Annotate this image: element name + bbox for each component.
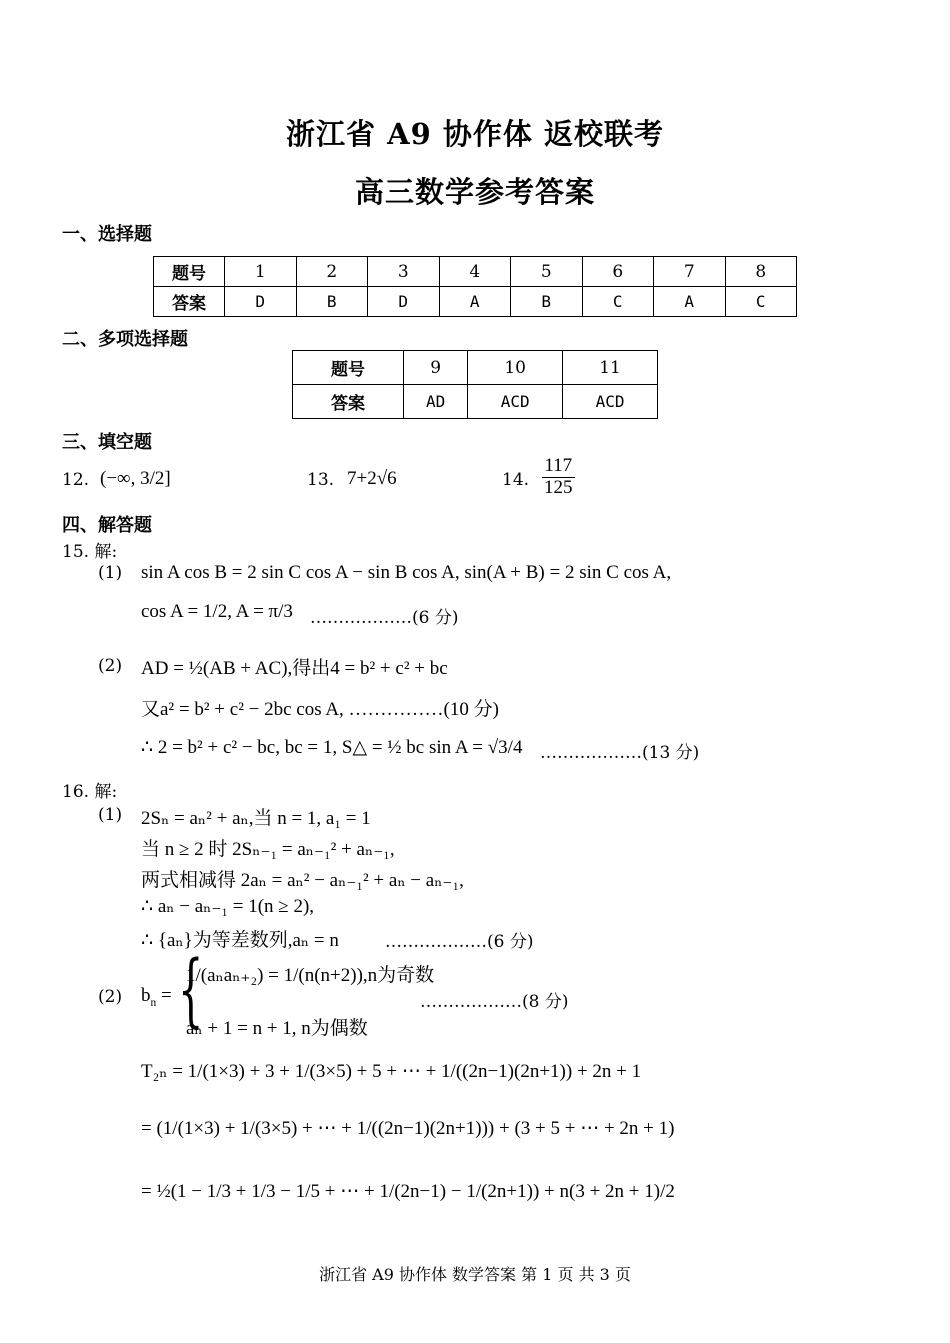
- table-cell: 11: [563, 351, 658, 385]
- table-cell: 3: [368, 257, 440, 287]
- q16-part1-line1: 2Sₙ = aₙ² + aₙ,当 n = 1, a₁ = 1: [141, 808, 371, 829]
- q14-denominator: 125: [544, 476, 573, 498]
- q15-part2-line3: ∴ 2 = b² + c² − bc, bc = 1, S△ = ½ bc sin A = √3/4: [141, 737, 523, 758]
- q14-numerator: 117: [544, 455, 573, 476]
- table-single-choice: [153, 256, 797, 317]
- table-cell: D: [225, 287, 297, 317]
- table-cell: AD: [404, 385, 468, 419]
- q16-part2-case1: 1/(aₙaₙ₊₂) = 1/(n(n+2)),n为奇数: [186, 965, 435, 986]
- q16-part1-line2: 当 n ≥ 2 时 2Sₙ₋₁ = aₙ₋₁² + aₙ₋₁,: [141, 839, 395, 860]
- title-line-2: 高三数学参考答案: [354, 175, 595, 209]
- q16-part1-score: ………………(6 分): [385, 932, 534, 952]
- table-cell: 4: [439, 257, 511, 287]
- q16-part2-case2: aₙ + 1 = n + 1, n为偶数: [186, 1018, 368, 1039]
- q14-answer: [540, 456, 577, 499]
- q16-part2-line1: T₂ₙ = 1/(1×3) + 3 + 1/(3×5) + 5 + ⋯ + 1/((2n−1)(2n+1)) + 2n + 1: [141, 1061, 642, 1082]
- q16-b-n: $b_n$ =: [141, 985, 172, 1009]
- table-row: [154, 257, 797, 287]
- q16-part2-score: ………………(8 分): [420, 992, 569, 1012]
- table-cell: B: [511, 287, 583, 317]
- section4-heading: 四、解答题: [62, 515, 152, 536]
- table-row: [293, 351, 658, 385]
- table-cell: A: [439, 287, 511, 317]
- q15-part1-score: ………………(6 分): [310, 608, 459, 628]
- q16-part2-line3: = ½(1 − 1/3 + 1/3 − 1/5 + ⋯ + 1/(2n−1) − 1/(2n+1)) + n(3 + 2n + 1)/2: [141, 1181, 675, 1202]
- section2-heading: 二、多项选择题: [62, 329, 188, 350]
- table-cell: 8: [725, 257, 797, 287]
- page-footer: 浙江省 A9 协作体 数学答案 第 1 页 共 3 页: [319, 1265, 631, 1284]
- table-cell: A: [654, 287, 726, 317]
- q15-part2-tag: (2): [98, 656, 123, 676]
- row-answer-label: 答案: [293, 385, 404, 419]
- table-cell: 10: [468, 351, 563, 385]
- table-cell: 5: [511, 257, 583, 287]
- q16-part2-line2: = (1/(1×3) + 1/(3×5) + ⋯ + 1/((2n−1)(2n+1))) + (3 + 5 + ⋯ + 2n + 1): [141, 1118, 675, 1139]
- table-row: [293, 385, 658, 419]
- brace-icon: {: [178, 943, 204, 1036]
- table-cell: ACD: [468, 385, 563, 419]
- q15-part2-score: ………………(13 分): [540, 743, 700, 763]
- table-multi-choice: [292, 350, 658, 419]
- q15-label: 15. 解:: [62, 542, 118, 562]
- table-cell: 1: [225, 257, 297, 287]
- table-cell: ACD: [563, 385, 658, 419]
- q15-part2-line1: AD = ½(AB + AC),得出4 = b² + c² + bc: [141, 658, 448, 679]
- row-answer-label: 答案: [154, 287, 225, 317]
- title-line-1: 浙江省 A9 协作体 返校联考: [286, 117, 664, 151]
- q15-part1-line2: cos A = 1/2, A = π/3: [141, 601, 293, 622]
- row-header-label: 题号: [293, 351, 404, 385]
- q12-label: 12.: [62, 470, 90, 490]
- q16-part1-line5: ∴ {aₙ}为等差数列,aₙ = n: [141, 930, 339, 951]
- q16-part2-tag: (2): [98, 987, 123, 1007]
- table-cell: 7: [654, 257, 726, 287]
- table-cell: 2: [296, 257, 368, 287]
- q12-answer: (−∞, 3/2]: [100, 468, 171, 489]
- q16-part1-line4: ∴ aₙ − aₙ₋₁ = 1(n ≥ 2),: [141, 896, 315, 917]
- section1-heading: 一、选择题: [62, 224, 152, 245]
- table-cell: D: [368, 287, 440, 317]
- q15-part1-line1: sin A cos B = 2 sin C cos A − sin B cos A, sin(A + B) = 2 sin C cos A,: [141, 562, 672, 583]
- q13-label: 13.: [307, 470, 335, 490]
- table-cell: 9: [404, 351, 468, 385]
- row-header-label: 题号: [154, 257, 225, 287]
- table-cell: 6: [582, 257, 654, 287]
- q13-answer: 7+2√6: [347, 468, 397, 489]
- q16-part1-tag: (1): [98, 805, 123, 825]
- section3-heading: 三、填空题: [62, 432, 152, 453]
- q15-part1-tag: (1): [98, 563, 123, 583]
- q15-part2-line2: 又a² = b² + c² − 2bc cos A, ……………(10 分): [141, 699, 499, 720]
- table-cell: C: [582, 287, 654, 317]
- table-cell: B: [296, 287, 368, 317]
- table-row: [154, 287, 797, 317]
- q16-label: 16. 解:: [62, 782, 118, 802]
- q16-part1-line3: 两式相减得 2aₙ = aₙ² − aₙ₋₁² + aₙ − aₙ₋₁,: [141, 870, 464, 891]
- table-cell: C: [725, 287, 797, 317]
- q14-label: 14.: [502, 470, 530, 490]
